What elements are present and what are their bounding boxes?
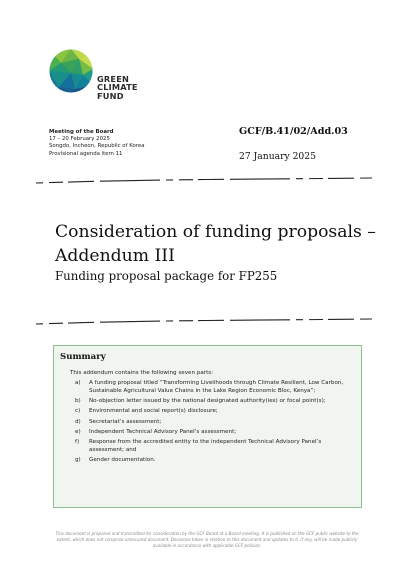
summary-list [75, 379, 357, 466]
document-code: GCF/B.41/02/Add.03 [239, 126, 348, 137]
logo-wordmark: GREEN CLIMATE FUND [97, 74, 138, 101]
meeting-dates: 17 – 20 February 2025 [49, 136, 110, 143]
page-title: Consideration of funding proposals – Addendum III [55, 222, 376, 266]
list-item: b) No-objection letter issued by the national designated authority(ies) or focal point(s); [75, 398, 326, 405]
list-item: f) Response from the accredited entity to the independent Technical Advisory Panel’s assessment; and [75, 438, 322, 453]
meeting-info [49, 129, 145, 158]
list-item: a) A funding proposal titled “Transforming Livelihoods through Climate Resilient, Low Carbon, Sustainable Agricultural Value Chains in the Lake Region Economic Bloc, Kenya”; [75, 380, 344, 394]
divider-top [36, 177, 372, 185]
gcf-logo [49, 49, 149, 107]
meeting-label: Meeting of the Board [49, 129, 114, 135]
footer-disclaimer: This document is prepared and transmitted for consideration by the GCF Board at a Board meeting. It is published on the GCF public website to the extent, which does not comprise unsecured document. Decisions taken in relation to this document and updates to it, if any, will be made publicly available in accordance with applicable GCF policies. [55, 531, 359, 549]
agenda-item: Provisional agenda item 11 [49, 150, 123, 157]
summary-intro: This addendum contains the following seven parts: [70, 370, 214, 376]
list-item: e) Independent Technical Advisory Panel’s assessment; [75, 428, 237, 435]
meeting-location: Songdo, Incheon, Republic of Korea [49, 143, 145, 150]
summary-box [53, 345, 362, 508]
document-info [239, 126, 348, 162]
page-subtitle: Funding proposal package for FP255 [55, 269, 278, 283]
divider-bottom [36, 318, 372, 326]
globe-icon [49, 49, 93, 93]
list-item: d) Secretariat’s assessment; [75, 418, 162, 425]
summary-heading: Summary [60, 352, 106, 362]
list-item: g) Gender documentation. [75, 457, 156, 464]
document-date: 27 January 2025 [239, 151, 316, 162]
list-item: c) Environmental and social report(s) disclosure; [75, 408, 218, 415]
